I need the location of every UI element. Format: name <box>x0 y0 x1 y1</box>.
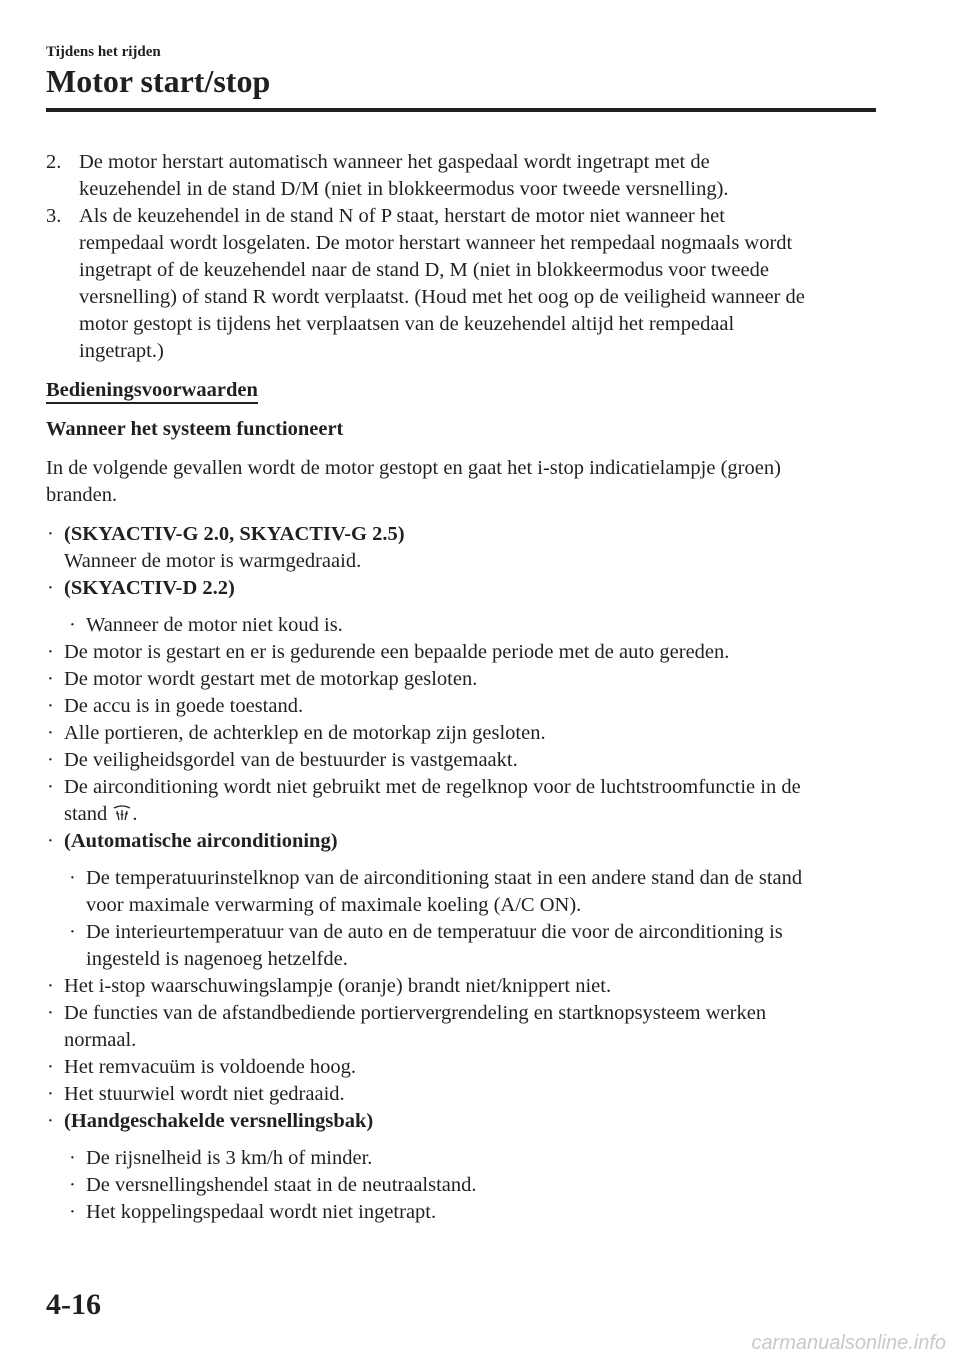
list-item <box>46 666 880 693</box>
list-item-text: De versnellingshendel staat in de neutraalstand. <box>86 1174 477 1196</box>
list-item <box>46 1054 880 1081</box>
list-item-text: (SKYACTIV-G 2.0, SKYACTIV-G 2.5) <box>64 523 405 545</box>
list-item-text: (SKYACTIV-D 2.2) <box>64 577 235 599</box>
conditions-list <box>46 521 880 1226</box>
subsection-heading: Wanneer het systeem functioneert <box>46 418 344 440</box>
bullet-icon: · <box>69 921 76 943</box>
step-line: keuzehendel in de stand D/M (niet in blokkeermodus voor tweede versnelling). <box>79 178 729 200</box>
list-item-text: Het i-stop waarschuwingslampje (oranje) brandt niet/knippert niet. <box>64 975 612 997</box>
list-item <box>46 521 880 575</box>
bullet-icon: · <box>69 867 76 889</box>
list-item-text: . <box>132 803 138 825</box>
list-item <box>46 747 880 774</box>
list-item-text: De accu is in goede toestand. <box>64 695 304 717</box>
bullet-icon: · <box>47 577 54 599</box>
list-item-text: De motor wordt gestart met de motorkap gesloten. <box>64 668 478 690</box>
list-item-text: Wanneer de motor niet koud is. <box>86 614 343 636</box>
bullet-icon: · <box>69 1147 76 1169</box>
list-item-text: Het koppelingspedaal wordt niet ingetrapt. <box>86 1201 437 1223</box>
bullet-icon: · <box>69 614 76 636</box>
aircon-stand-label: stand <box>64 803 108 825</box>
intro-line: branden. <box>46 484 118 506</box>
list-item <box>46 828 880 855</box>
step-number: 2. <box>46 151 62 173</box>
sub-list-item <box>46 865 880 919</box>
list-item-text: De motor is gestart en er is gedurende een bepaalde periode met de auto gereden. <box>64 641 730 663</box>
list-item-text: ingesteld is nagenoeg hetzelfde. <box>86 948 348 970</box>
sub-list-item <box>46 1145 880 1172</box>
step-line: versnelling) of stand R wordt verplaatst. (Houd met het oog op de veiligheid wanneer de <box>79 286 805 308</box>
bullet-icon: · <box>47 695 54 717</box>
list-item-text: (Handgeschakelde versnellingsbak) <box>64 1110 374 1132</box>
bullet-icon: · <box>47 722 54 744</box>
step-line: ingetrapt of de keuzehendel naar de stand D, M (niet in blokkeermodus voor tweede <box>79 259 769 281</box>
bullet-icon: · <box>47 1056 54 1078</box>
list-item-text: De temperatuurinstelknop van de airconditioning staat in een andere stand dan de stand <box>86 867 803 889</box>
list-item-text: Het stuurwiel wordt niet gedraaid. <box>64 1083 345 1105</box>
bullet-icon: · <box>47 830 54 852</box>
list-item <box>46 1000 880 1054</box>
numbered-step-2 <box>46 149 880 203</box>
list-item <box>46 693 880 720</box>
sub-list-item <box>46 612 880 639</box>
page-title: Motor start/stop <box>46 63 271 99</box>
page-content <box>46 149 880 1226</box>
intro-paragraph <box>46 455 880 509</box>
list-item-text: Alle portieren, de achterklep en de motorkap zijn gesloten. <box>64 722 546 744</box>
list-item <box>46 639 880 666</box>
bullet-icon: · <box>69 1201 76 1223</box>
bullet-icon: · <box>47 1110 54 1132</box>
list-item <box>46 1081 880 1108</box>
bullet-icon: · <box>47 749 54 771</box>
bullet-icon: · <box>47 641 54 663</box>
step-line: rempedaal wordt losgelaten. De motor herstart wanneer het rempedaal nogmaals wordt <box>79 232 793 254</box>
section-label: Tijdens het rijden <box>46 44 161 60</box>
bullet-icon: · <box>47 776 54 798</box>
step-line: motor gestopt is tijdens het verplaatsen van de keuzehendel altijd het rempedaal <box>79 313 735 335</box>
sub-list-item <box>46 919 880 973</box>
list-item-text: Het remvacuüm is voldoende hoog. <box>64 1056 357 1078</box>
page-number: 4-16 <box>46 1288 101 1321</box>
bullet-icon: · <box>47 668 54 690</box>
list-item-text: Wanneer de motor is warmgedraaid. <box>64 550 362 572</box>
list-item-text: De rijsnelheid is 3 km/h of minder. <box>86 1147 373 1169</box>
step-line: De motor herstart automatisch wanneer het gaspedaal wordt ingetrapt met de <box>79 151 710 173</box>
watermark: carmanualsonline.info <box>751 1332 946 1354</box>
list-item-text <box>64 801 880 828</box>
list-item-text: De interieurtemperatuur van de auto en de temperatuur die voor de airconditioning is <box>86 921 783 943</box>
intro-line: In de volgende gevallen wordt de motor gestopt en gaat het i-stop indicatielampje (groen) <box>46 457 781 479</box>
bullet-icon: · <box>69 1174 76 1196</box>
list-item <box>46 720 880 747</box>
bullet-icon: · <box>47 975 54 997</box>
list-item <box>46 973 880 1000</box>
list-item <box>46 774 880 828</box>
list-item-text: normaal. <box>64 1029 137 1051</box>
list-item <box>46 1108 880 1135</box>
section-heading: Bedieningsvoorwaarden <box>46 378 258 404</box>
list-item <box>46 575 880 602</box>
sub-list-item <box>46 1199 880 1226</box>
step-line: ingetrapt.) <box>79 340 164 362</box>
list-item-text: De veiligheidsgordel van de bestuurder is vastgemaakt. <box>64 749 518 771</box>
sub-list-item <box>46 1172 880 1199</box>
step-line: Als de keuzehendel in de stand N of P staat, herstart de motor niet wanneer het <box>79 205 725 227</box>
defroster-fan-icon <box>112 804 132 822</box>
bullet-icon: · <box>47 1002 54 1024</box>
list-item-text: De functies van de afstandbediende portiervergrendeling en startknopsysteem werken <box>64 1002 767 1024</box>
list-item-text: (Automatische airconditioning) <box>64 830 338 852</box>
bullet-icon: · <box>47 1083 54 1105</box>
list-item-text: voor maximale verwarming of maximale koeling (A/C ON). <box>86 894 582 916</box>
title-divider <box>46 108 876 112</box>
bullet-icon: · <box>47 523 54 545</box>
numbered-step-3 <box>46 203 880 365</box>
list-item-text: De airconditioning wordt niet gebruikt met de regelknop voor de luchtstroomfunctie in de <box>64 776 801 798</box>
step-number: 3. <box>46 205 62 227</box>
